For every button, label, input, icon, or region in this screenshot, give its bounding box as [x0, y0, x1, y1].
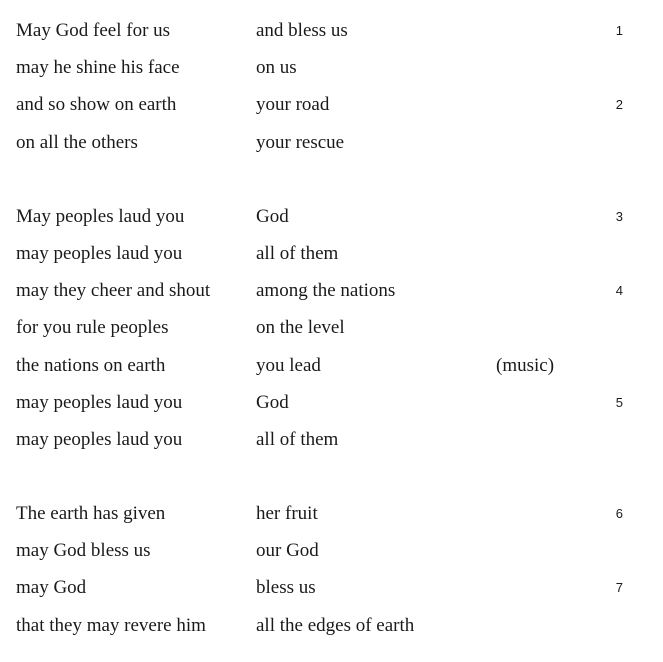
line-first-half: on all the others [16, 131, 138, 153]
poem-line [0, 569, 663, 606]
poem-line [0, 272, 663, 309]
poem-line [0, 607, 663, 644]
line-second-half: bless us [256, 577, 316, 599]
line-first-half: may peoples laud you [16, 391, 183, 413]
verse-number: 6 [615, 506, 623, 522]
line-second-half: all the edges of earth [256, 614, 415, 636]
verse-number: 2 [615, 97, 623, 113]
line-second-half: your rescue [256, 131, 345, 153]
poem-line [0, 384, 663, 421]
line-second-half: you lead [256, 354, 321, 376]
line-first-half: for you rule peoples [16, 317, 169, 339]
line-second-half: on the level [256, 317, 345, 339]
line-first-half: may God bless us [16, 540, 151, 562]
line-first-half: May God feel for us [16, 20, 171, 41]
poem-line [0, 49, 663, 86]
line-first-half: may he shine his face [16, 57, 180, 79]
poem-line [0, 309, 663, 346]
verse-number: 3 [615, 208, 623, 224]
line-second-half: on us [256, 57, 297, 79]
poem-line [0, 235, 663, 272]
poem-line [0, 347, 663, 384]
line-second-half: all of them [256, 428, 339, 450]
poem-line [0, 495, 663, 532]
line-first-half: may they cheer and shout [16, 280, 211, 302]
line-first-half: The earth has given [16, 503, 166, 525]
line-second-half: all of them [256, 242, 339, 264]
line-first-half: may peoples laud you [16, 428, 183, 450]
poem-line [0, 532, 663, 569]
verse-number: 1 [615, 23, 623, 38]
line-second-half: your road [256, 94, 330, 116]
line-second-half: God [256, 205, 289, 227]
line-first-half: and so show on earth [16, 94, 177, 116]
line-second-half: among the nations [256, 280, 396, 302]
line-second-half: her fruit [256, 503, 318, 525]
poem-line [0, 124, 663, 161]
stanza-2 [0, 198, 663, 458]
line-first-half: May peoples laud you [16, 205, 185, 227]
poem-line [0, 421, 663, 458]
verse-number: 5 [615, 394, 623, 410]
verse-number: 4 [615, 283, 623, 299]
line-first-half: the nations on earth [16, 354, 166, 376]
line-first-half: may God [16, 577, 87, 599]
verse-number: 7 [615, 580, 623, 596]
line-first-half: may peoples laud you [16, 242, 183, 264]
poem-line [0, 198, 663, 235]
stanza-1 [0, 12, 663, 161]
line-note: (music) [496, 354, 555, 376]
poem-line [0, 86, 663, 123]
line-second-half: our God [256, 540, 319, 562]
line-second-half: and bless us [256, 20, 348, 41]
line-second-half: God [256, 391, 289, 413]
poem [0, 12, 663, 644]
poem-line [0, 12, 663, 49]
stanza-3 [0, 495, 663, 644]
line-first-half: that they may revere him [16, 614, 206, 636]
